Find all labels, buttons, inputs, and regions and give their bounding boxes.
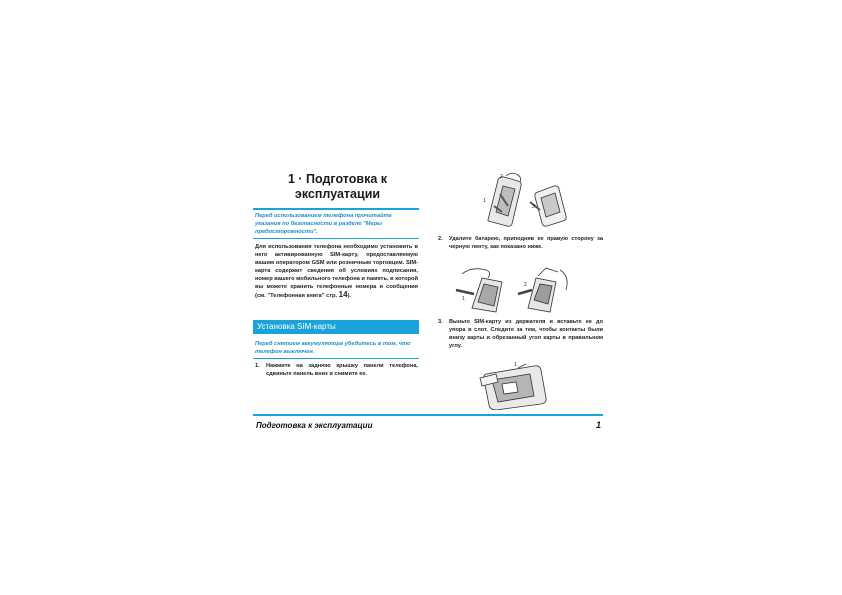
step-2-text: Удалите батарею, приподняв ее правую сторону за черную ленту, как показано ниже. <box>449 236 603 250</box>
note-rule <box>253 238 419 239</box>
section-note-rule <box>253 358 419 359</box>
footer-chapter-name: Подготовка к эксплуатации <box>256 421 373 430</box>
sim-card-insert-icon <box>478 360 554 410</box>
battery-label-2: 2 <box>524 282 527 288</box>
sim-insert-illustration <box>478 360 554 410</box>
chapter-title-line1: 1 · Подготовка к <box>287 172 388 186</box>
step-3-text: Выньте SIM-карту из держателя и вставьте ее до упора в слот. Следите за тем, чтобы контакты были внизу карты и обрезанный угол карты в правильном углу. <box>449 319 603 349</box>
step-2 <box>438 235 604 263</box>
page-reference: 14 <box>338 290 348 300</box>
section-header-sim <box>253 320 419 334</box>
chapter-rule <box>253 208 419 210</box>
step-1-number: 1. <box>255 363 260 369</box>
step-1-text: Нажмите на заднюю крышку панели телефона, сдвиньте панель вниз и снимите ее. <box>266 363 418 377</box>
illus-label-1: 1 <box>483 198 486 204</box>
section-title: Установка SIM-карты <box>257 322 336 331</box>
step-3 <box>438 318 604 354</box>
footer-page-number: 1 <box>596 420 602 430</box>
battery-label-1: 1 <box>462 296 465 302</box>
phone-back-cover-icon <box>478 172 578 228</box>
illus-label-3: 3 <box>532 204 535 210</box>
cover-removal-illustration <box>478 172 578 228</box>
step-3-number: 3. <box>438 319 443 325</box>
chapter-title <box>255 172 420 202</box>
body-text: Для использования телефона необходимо установить в него активированную SIM-карту, предоставляемую вашим оператором GSM или розничным торговцем. SIM-карта содержит сведения об условиях подписания, номер вашего мобильного телефона и память, в которой вы можете хранить телефонные номера и сообщения (см. "Телефонная книга" стр. <box>255 244 418 300</box>
battery-removal-icon <box>452 264 576 314</box>
footer-rule <box>253 414 603 416</box>
safety-note: Перед использованием телефона прочитайте указания по безопасности в разделе "Меры предосторожности". <box>255 213 392 235</box>
step-2-number: 2. <box>438 236 443 242</box>
chapter-title-line2: эксплуатации <box>294 187 381 201</box>
body-paragraph <box>255 243 418 300</box>
illus-label-2: 2 <box>500 174 503 180</box>
battery-removal-illustration <box>452 264 576 314</box>
section-note: Перед снятием аккумулятора убедитесь в том, что телефон выключен. <box>255 341 411 355</box>
body-suffix: ). <box>347 293 352 300</box>
sim-label-1: 1 <box>514 362 517 368</box>
step-1 <box>255 362 418 392</box>
